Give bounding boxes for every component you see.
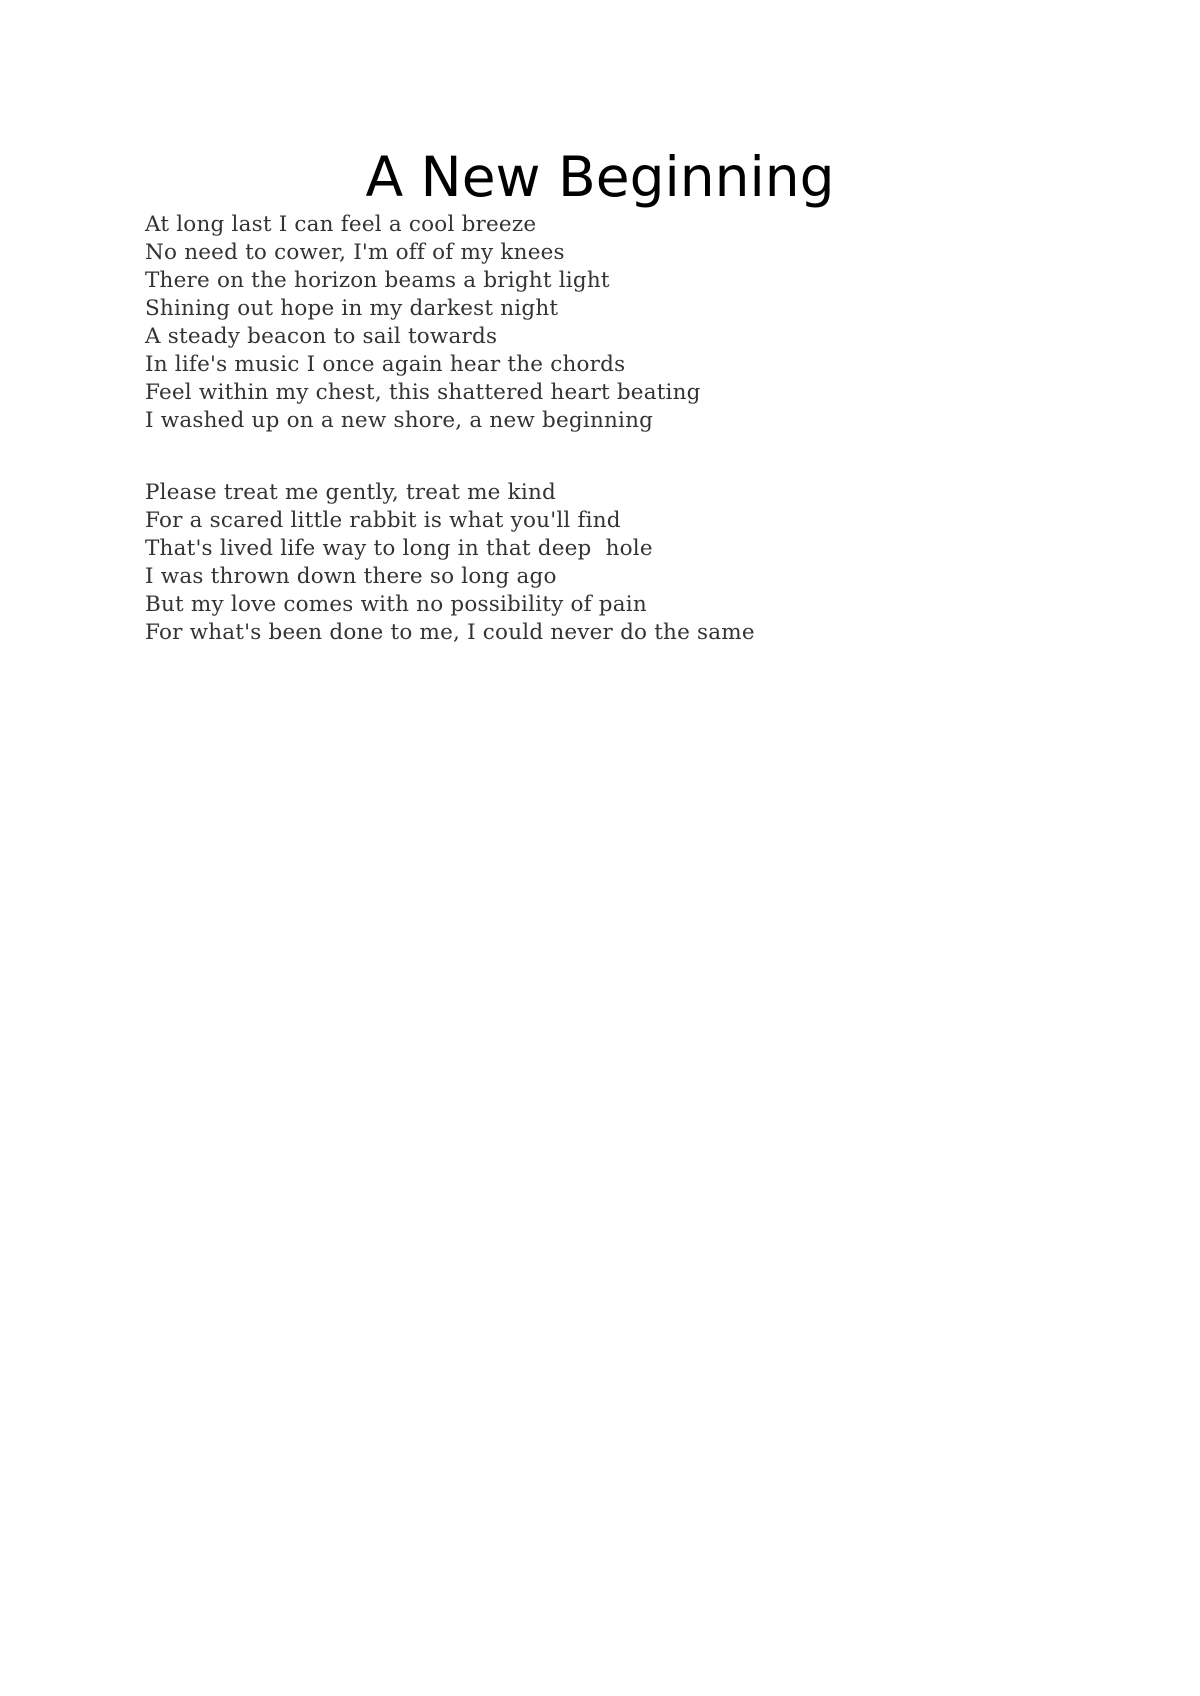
poem-line: But my love comes with no possibility of pain xyxy=(145,592,647,617)
poem-line: Shining out hope in my darkest night xyxy=(145,296,559,321)
poem-line: A steady beacon to sail towards xyxy=(145,324,498,349)
poem-line: Please treat me gently, treat me kind xyxy=(145,480,556,505)
poem-line: For a scared little rabbit is what you'll find xyxy=(145,508,621,533)
poem-line: There on the horizon beams a bright light xyxy=(145,268,610,293)
poem-line: I was thrown down there so long ago xyxy=(145,564,557,589)
poem-title: A New Beginning xyxy=(365,145,835,209)
poem-line: Feel within my chest, this shattered heart beating xyxy=(145,380,701,405)
stanza-2 xyxy=(145,479,755,647)
poem-line: No need to cower, I'm off of my knees xyxy=(145,240,565,265)
poem-line: For what's been done to me, I could never do the same xyxy=(145,620,755,645)
poem-line: That's lived life way to long in that deep hole xyxy=(145,536,653,561)
poem-line: At long last I can feel a cool breeze xyxy=(145,212,537,237)
poem-line: In life's music I once again hear the chords xyxy=(145,352,626,377)
poem-line: I washed up on a new shore, a new beginning xyxy=(145,408,654,433)
stanza-1 xyxy=(145,211,701,435)
